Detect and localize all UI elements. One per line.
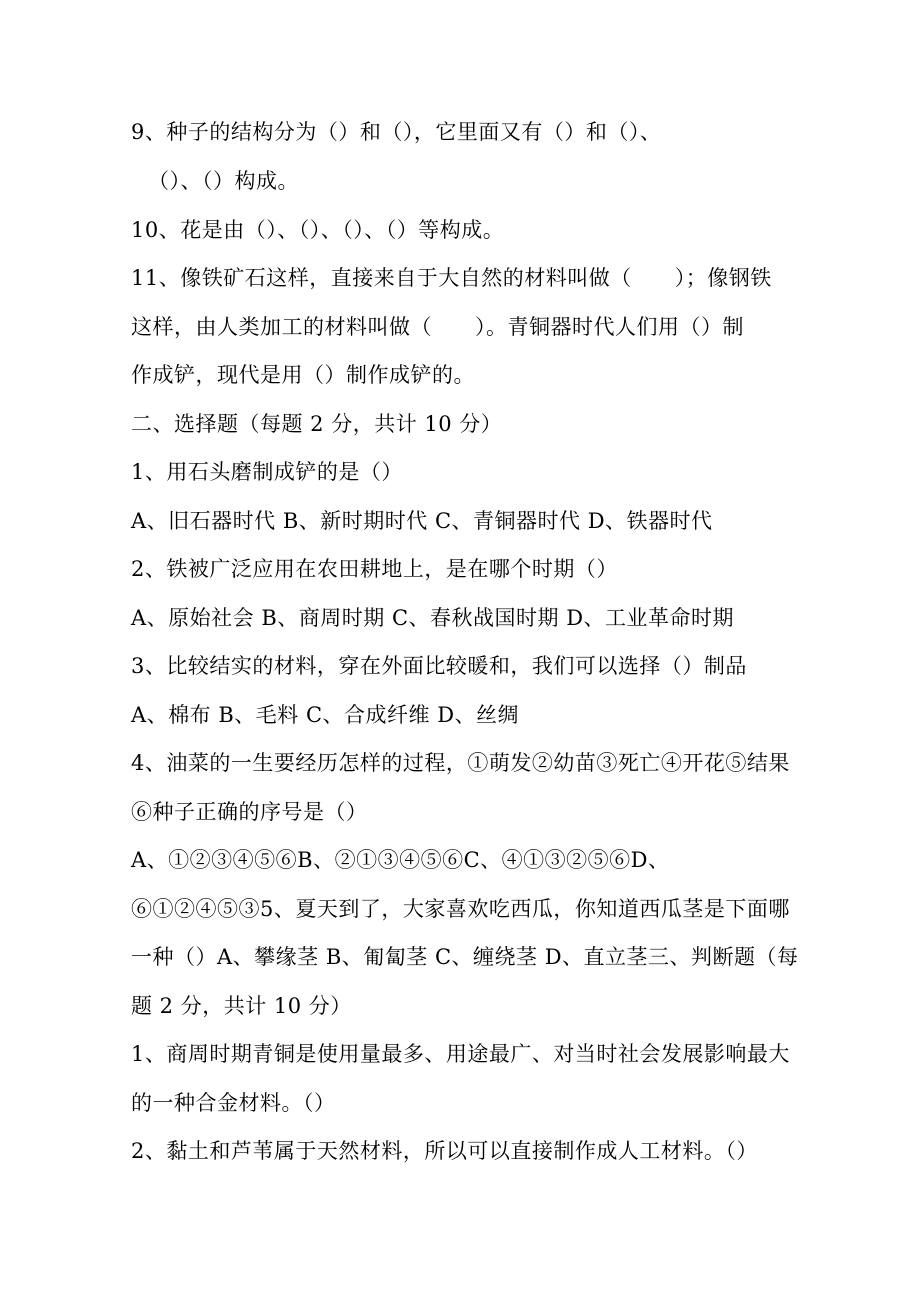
text-line-choice-q5-options: 一种（）A、攀缘茎 B、匍匐茎 C、缠绕茎 D、直立茎三、判断题（每 [131,945,799,969]
text-line-q9-cont: （）、（）构成。 [148,169,299,193]
section-heading-choice: 二、选择题（每题 2 分，共计 10 分） [131,412,503,436]
text-line-judge-q2: 2、黏土和芦苇属于天然材料，所以可以直接制作成人工材料。（） [131,1139,758,1163]
text-line-choice-q2-options: A、原始社会 B、商周时期 C、春秋战国时期 D、工业革命时期 [131,606,735,630]
text-line-q11-cont1: 这样，由人类加工的材料叫做（ ）。青铜器时代人们用（）制 [131,315,744,339]
section-heading-judge-cont: 题 2 分，共计 10 分） [131,994,352,1018]
text-line-choice-q4-options: A、①②③④⑤⑥B、②①③④⑤⑥C、④①③②⑤⑥D、 [131,848,670,872]
text-line-judge-q1: 1、商周时期青铜是使用量最多、用途最广、对当时社会发展影响最大 [131,1042,790,1066]
text-line-q11: 11、像铁矿石这样，直接来自于大自然的材料叫做（ ）；像钢铁 [131,266,772,290]
text-line-choice-q1-options: A、旧石器时代 B、新时期时代 C、青铜器时代 D、铁器时代 [131,509,713,533]
text-line-choice-q5: ⑥①②④⑤③5、夏天到了，大家喜欢吃西瓜，你知道西瓜茎是下面哪 [131,897,790,921]
text-line-choice-q4: 4、油菜的一生要经历怎样的过程，①萌发②幼苗③死亡④开花⑤结果 [131,751,790,775]
text-line-q10: 10、花是由（）、（）、（）、（）等构成。 [131,218,505,242]
text-line-q9: 9、种子的结构分为（）和（），它里面又有（）和（）、 [131,120,662,144]
text-line-judge-q1-cont: 的一种合金材料。（） [131,1091,336,1115]
text-line-choice-q4-cont: ⑥种子正确的序号是（） [131,800,368,824]
text-line-choice-q2: 2、铁被广泛应用在农田耕地上，是在哪个时期（） [131,557,618,581]
text-line-choice-q3: 3、比较结实的材料，穿在外面比较暖和，我们可以选择（）制品 [131,654,747,678]
text-line-choice-q1: 1、用石头磨制成铲的是（） [131,460,403,484]
text-line-q11-cont2: 作成铲，现代是用（）制作成铲的。 [131,363,475,387]
text-line-choice-q3-options: A、棉布 B、毛料 C、合成纤维 D、丝绸 [131,703,520,727]
